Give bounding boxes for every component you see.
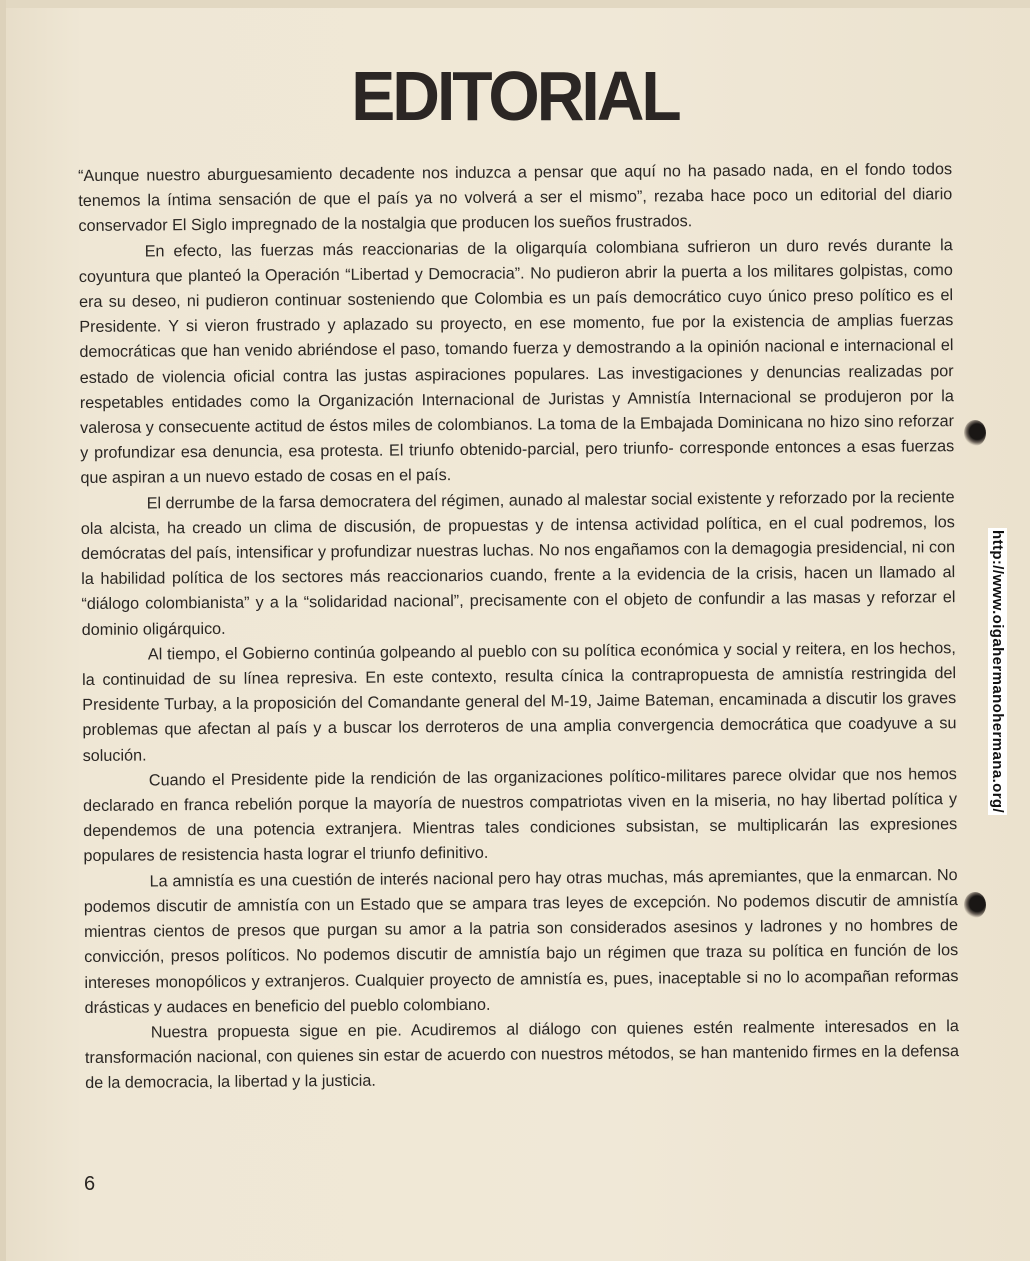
watermark-url: http://www.oigahermanohermana.org/ — [989, 530, 1006, 814]
paragraph-3: El derrumbe de la farsa democratera del régimen, aunado al malestar social existente y reforzado por la reciente ola alcista, ha creado un clima de discusión, de propuestas y de intensa actividad política, en el cual podremos, los demócratas del país, intensificar y profundizar nuestras luchas. No nos engañamos con la demagogia presidencial, ni con la habilidad política de los sectores más reaccionarios cuando, frente a la evidencia de la crisis, hacen un llamado al “diálogo colombianista” y a la “solidaridad nacional”, precisamente con el objeto de confundir a las masas y reforzar el dominio oligárquico. — [80, 487, 956, 639]
paragraph-1: “Aunque nuestro aburguesamiento decadente nos induzca a pensar que aquí no ha pasado nada, en el fondo todos tenemos la íntima sensación de que el país ya no volverá a ser el mismo”, rezaba hace poco un editorial del diario conservador El Siglo impregnado de la nostalgia que producen los sueños frustrados. — [78, 160, 953, 236]
page-title: EDITORIAL — [351, 57, 679, 135]
binder-hole-bottom — [964, 892, 986, 918]
paragraph-4: Al tiempo, el Gobierno continúa golpeando al pueblo con su política económica y social y reitera, en los hechos, la continuidad de su línea represiva. En este contexto, resulta cínica la contrapropuesta de amnistía restringida del Presidente Turbay, a la proposición del Comandante general del M-19, Jaime Bateman, encaminada a discutir los graves problemas que afectan al país y a buscar los derroteros de una amplia convergencia democrática que coadyuve a su solución. — [81, 638, 957, 765]
editorial-body — [78, 157, 959, 1096]
paragraph-2: En efecto, las fuerzas más reaccionarias de la oligarquía colombiana sufrieron un duro revés durante la coyuntura que planteó la Operación “Libertad y Democracia”. No pudieron abrir la puerta a los militares golpistas, como era su deseo, ni pudieron continuar sosteniendo que Colombia es un país democrático cuyo único preso político es el Presidente. Y si vieron frustrado y aplazado su proyecto, en ese momento, fue por la existencia de amplias fuerzas democráticas que han venido abriéndose el paso, tomando fuerza y demostrando a la opinión nacional e internacional el estado de violencia oficial contra las justas aspiraciones populares. Las investigaciones y denuncias realizadas por respetables entidades como la Organización Internacional de Juristas y Amnistía Internacional se produjeron por la valerosa y consecuente actitud de éstos miles de colombianos. La toma de la Embajada Dominicana no hizo sino reforzar y profundizar esa denuncia, esa protesta. El triunfo obtenido-parcial, pero triunfo- corresponde entonces a esas fuerzas que aspiran a un nuevo estado de cosas en el país. — [78, 235, 955, 488]
paragraph-7: Nuestra propuesta sigue en pie. Acudiremos al diálogo con quienes estén realmente interesados en la transformación nacional, con quienes sin estar de acuerdo con nuestros métodos, se han mantenido firmes en la defensa de la democracia, la libertad y la justicia. — [84, 1017, 960, 1093]
paragraph-6: La amnistía es una cuestión de interés nacional pero hay otras muchas, más apremiantes, que la enmarcan. No podemos discutir de amnistía con un Estado que se ampara tras leyes de excepción. No podemos discutir de amnistía mientras cientos de presos que purgan su amor a la patria son considerados asesinos y ladrones y no hombres de convicción, presos políticos. No podemos discutir de amnistía bajo un régimen que traza su política en función de los intereses monopólicos y extranjeros. Cualquier proyecto de amnistía es, pues, inaceptable si no lo acompañan reformas drásticas y audaces en beneficio del pueblo colombiano. — [83, 865, 959, 1017]
binder-hole-top — [964, 420, 986, 446]
page-number: 6 — [84, 1173, 96, 1195]
page-top-edge — [0, 0, 1030, 8]
page-left-edge — [0, 0, 6, 1261]
paragraph-5: Cuando el Presidente pide la rendición de las organizaciones político-militares parece olvidar que nos hemos declarado en franca rebelión porque la mayoría de nuestros compatriotas viven en la miseria, no hay libertad política y dependemos de una potencia extranjera. Mientras tales condiciones subsistan, se multiplicarán las expresiones populares de resistencia hasta lograr el triunfo definitivo. — [82, 764, 958, 866]
